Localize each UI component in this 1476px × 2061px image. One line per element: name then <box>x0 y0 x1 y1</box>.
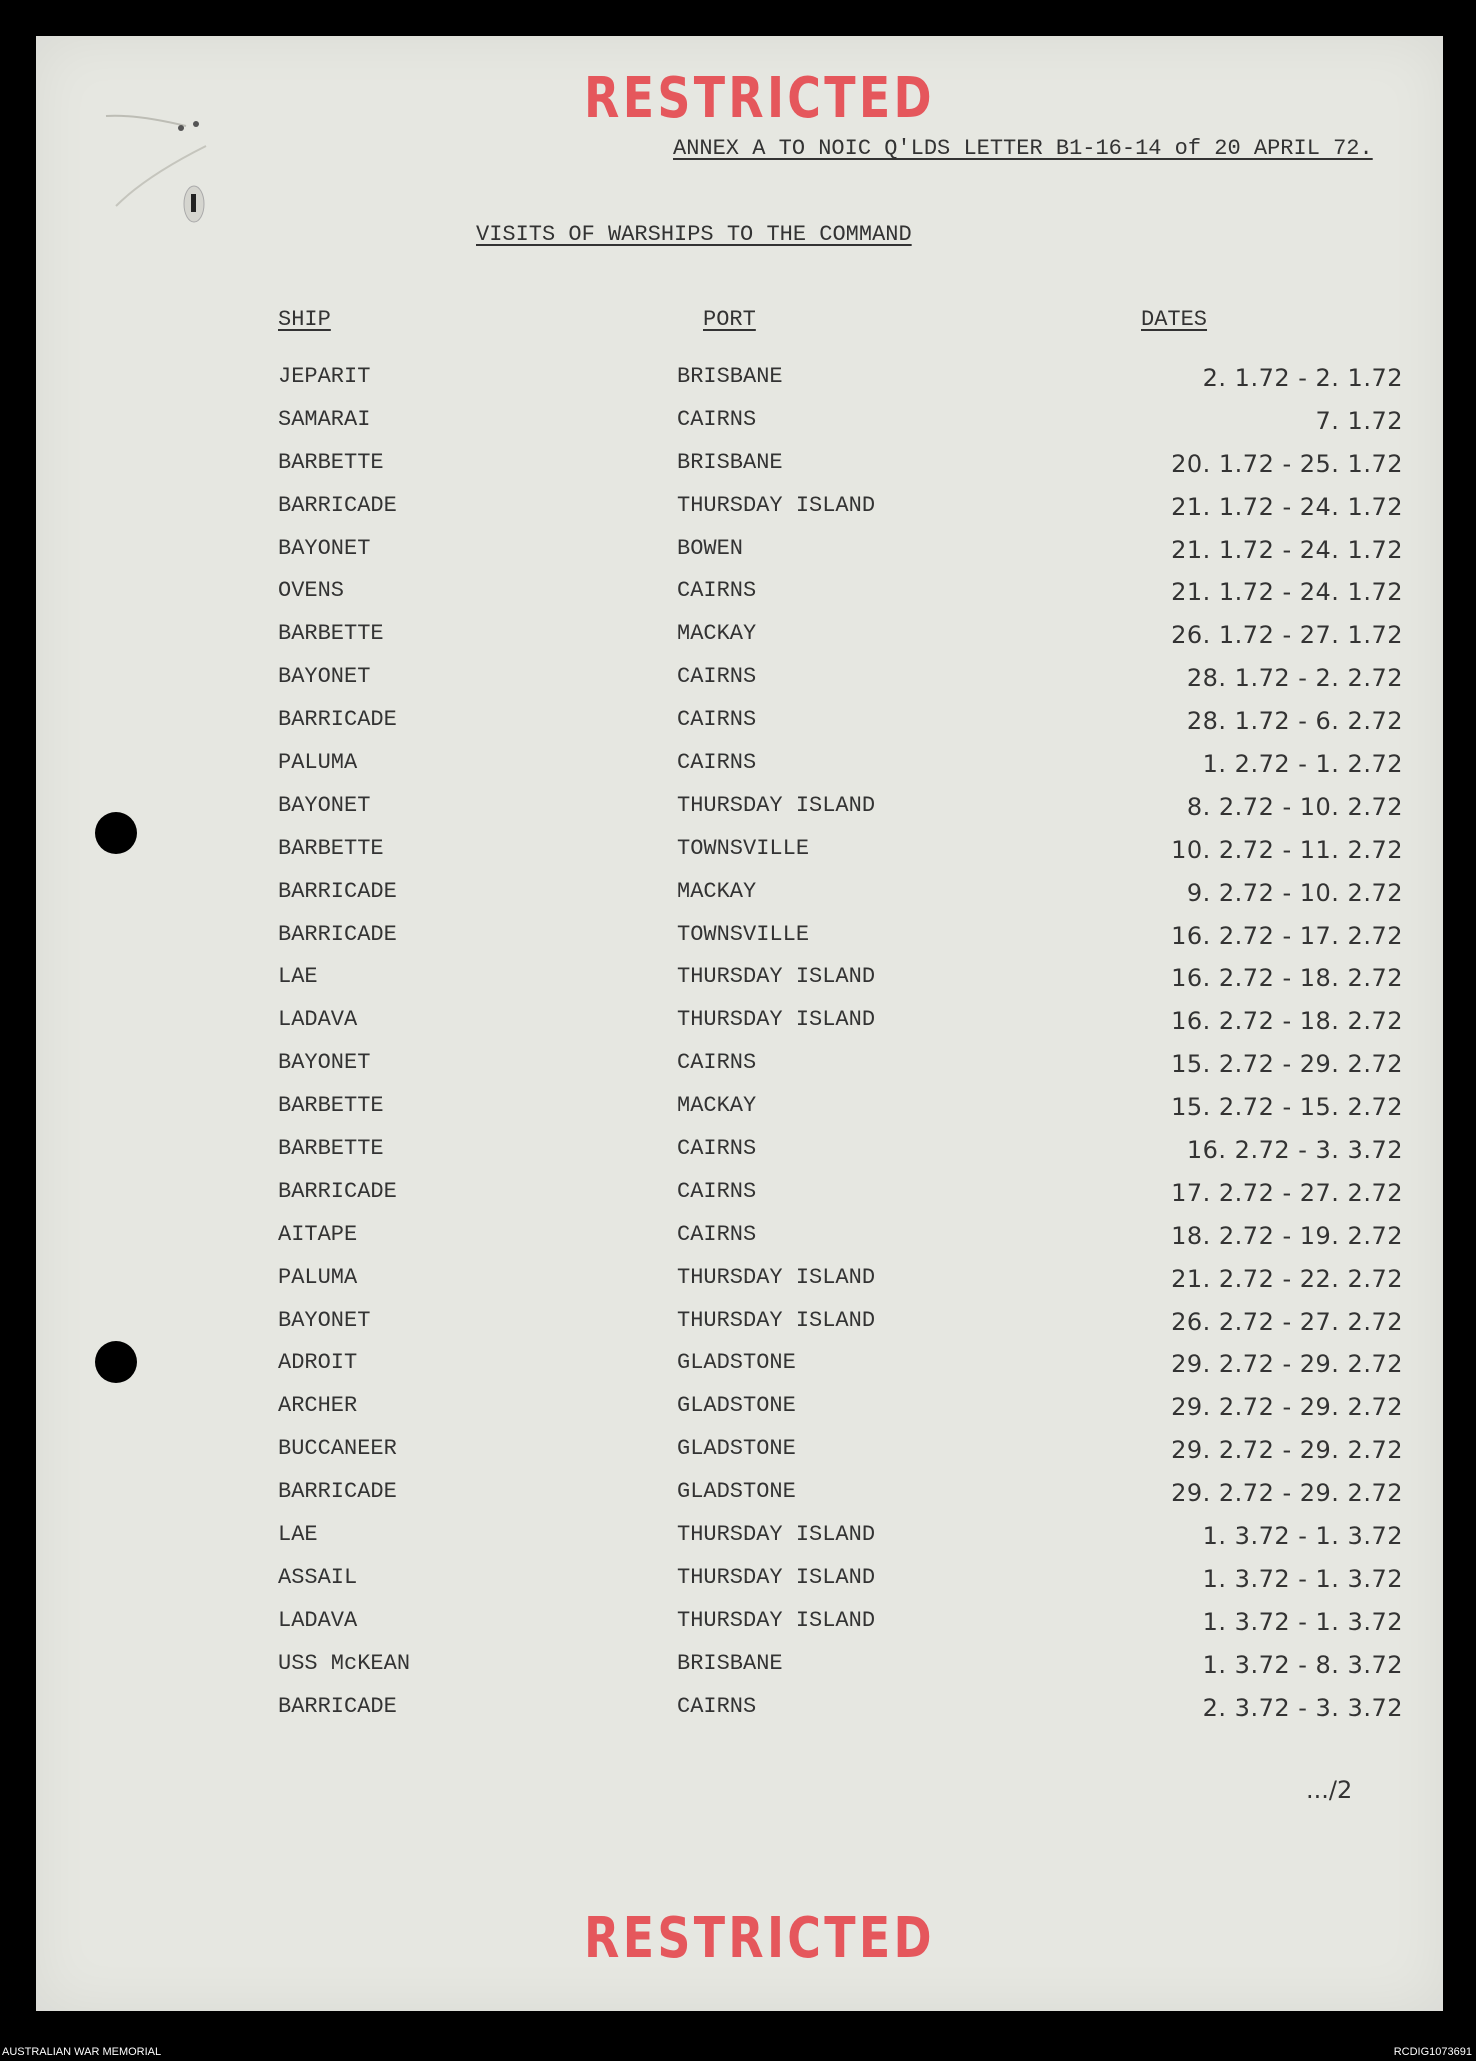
visit-dates: 20. 1.72 - 25. 1.72 <box>1171 449 1403 478</box>
visit-dates: 26. 2.72 - 27. 2.72 <box>1171 1307 1403 1336</box>
document-page <box>36 36 1443 2011</box>
ship-name: BARBETTE <box>278 1136 384 1162</box>
ship-name: OVENS <box>278 578 345 604</box>
visit-dates: 29. 2.72 - 29. 2.72 <box>1171 1393 1403 1422</box>
ship-name: JEPARIT <box>278 364 371 389</box>
visit-dates: 21. 1.72 - 24. 1.72 <box>1171 578 1403 607</box>
port-name: THURSDAY ISLAND <box>677 1007 876 1033</box>
visit-dates: 9. 2.72 - 10. 2.72 <box>1186 878 1403 907</box>
visit-dates: 28. 1.72 - 2. 2.72 <box>1186 664 1403 693</box>
ship-name: BAYONET <box>278 1050 371 1076</box>
page-continuation: .../2 <box>1306 1776 1353 1804</box>
port-name: GLADSTONE <box>677 1436 796 1462</box>
punch-hole <box>95 1341 137 1383</box>
ship-name: PALUMA <box>278 750 358 776</box>
table-row <box>36 621 1443 664</box>
visit-dates: 15. 2.72 - 29. 2.72 <box>1171 1050 1403 1079</box>
port-name: CAIRNS <box>677 1221 757 1247</box>
visit-dates: 18. 2.72 - 19. 2.72 <box>1171 1221 1403 1250</box>
ship-name: BAYONET <box>278 792 371 818</box>
ship-name: ARCHER <box>278 1393 358 1419</box>
ship-name: BARRICADE <box>278 921 397 947</box>
ship-name: PALUMA <box>278 1264 358 1290</box>
table-row <box>36 1565 1443 1608</box>
port-name: CAIRNS <box>677 578 757 604</box>
table-row <box>36 450 1443 493</box>
port-name: CAIRNS <box>677 664 757 690</box>
visit-dates: 21. 1.72 - 24. 1.72 <box>1171 492 1403 521</box>
visit-dates: 7. 1.72 <box>1315 406 1403 435</box>
port-name: TOWNSVILLE <box>677 835 810 861</box>
ship-name: BARRICADE <box>278 878 397 904</box>
visits-table <box>36 364 1443 1737</box>
table-row <box>36 1522 1443 1565</box>
visit-dates: 16. 2.72 - 3. 3.72 <box>1186 1136 1403 1165</box>
ship-name: BUCCANEER <box>278 1436 397 1462</box>
table-row <box>36 1350 1443 1393</box>
port-name: TOWNSVILLE <box>677 921 810 947</box>
port-name: THURSDAY ISLAND <box>677 492 876 518</box>
port-name: CAIRNS <box>677 1693 757 1719</box>
table-row <box>36 1265 1443 1308</box>
visit-dates: 29. 2.72 - 29. 2.72 <box>1171 1350 1403 1379</box>
table-row <box>36 1651 1443 1694</box>
ship-name: BARRICADE <box>278 707 397 733</box>
restricted-stamp-top: RESTRICTED <box>584 66 935 131</box>
footer-source: AUSTRALIAN WAR MEMORIAL <box>2 2046 162 2058</box>
ship-name: SAMARAI <box>278 406 371 432</box>
port-name: CAIRNS <box>677 1136 757 1162</box>
port-name: CAIRNS <box>677 750 757 776</box>
table-row <box>36 664 1443 707</box>
ship-name: BAYONET <box>278 535 371 561</box>
visit-dates: 1. 3.72 - 1. 3.72 <box>1202 1564 1403 1593</box>
port-name: GLADSTONE <box>677 1350 796 1376</box>
visit-dates: 1. 2.72 - 1. 2.72 <box>1202 750 1403 779</box>
table-row <box>36 364 1443 407</box>
ship-name: BARRICADE <box>278 1178 397 1204</box>
visit-dates: 2. 1.72 - 2. 1.72 <box>1202 364 1403 392</box>
visit-dates: 28. 1.72 - 6. 2.72 <box>1186 707 1403 736</box>
visit-dates: 16. 2.72 - 18. 2.72 <box>1171 1007 1403 1036</box>
table-row <box>36 578 1443 621</box>
table-row <box>36 793 1443 836</box>
visit-dates: 16. 2.72 - 18. 2.72 <box>1171 964 1403 993</box>
ship-name: AITAPE <box>278 1221 358 1247</box>
port-name: THURSDAY ISLAND <box>677 1307 876 1333</box>
column-header-ship: SHIP <box>278 307 331 332</box>
table-row <box>36 1308 1443 1351</box>
ship-name: USS McKEAN <box>278 1650 411 1676</box>
ship-name: BAYONET <box>278 664 371 690</box>
visit-dates: 16. 2.72 - 17. 2.72 <box>1171 921 1403 950</box>
ship-name: LAE <box>278 964 318 990</box>
visit-dates: 1. 3.72 - 1. 3.72 <box>1202 1607 1403 1636</box>
port-name: CAIRNS <box>677 1178 757 1204</box>
visit-dates: 15. 2.72 - 15. 2.72 <box>1171 1093 1403 1122</box>
footer-id: RCDIG1073691 <box>1393 2046 1472 2058</box>
port-name: CAIRNS <box>677 707 757 733</box>
port-name: CAIRNS <box>677 406 757 432</box>
port-name: CAIRNS <box>677 1050 757 1076</box>
port-name: BRISBANE <box>677 1650 783 1676</box>
visit-dates: 21. 2.72 - 22. 2.72 <box>1171 1264 1403 1293</box>
table-row <box>36 879 1443 922</box>
table-row <box>36 1608 1443 1651</box>
table-row <box>36 1694 1443 1737</box>
port-name: GLADSTONE <box>677 1393 796 1419</box>
table-row <box>36 1222 1443 1265</box>
ship-name: LADAVA <box>278 1007 358 1033</box>
table-row <box>36 1179 1443 1222</box>
ship-name: BAYONET <box>278 1307 371 1333</box>
port-name: MACKAY <box>677 878 757 904</box>
table-row <box>36 1436 1443 1479</box>
table-row <box>36 1136 1443 1179</box>
punch-hole <box>95 812 137 854</box>
table-row <box>36 1393 1443 1436</box>
port-name: BRISBANE <box>677 364 783 389</box>
column-header-dates: DATES <box>1141 307 1208 332</box>
ship-name: ADROIT <box>278 1350 358 1376</box>
visit-dates: 8. 2.72 - 10. 2.72 <box>1186 792 1403 821</box>
port-name: GLADSTONE <box>677 1479 796 1505</box>
table-row <box>36 1050 1443 1093</box>
visit-dates: 29. 2.72 - 29. 2.72 <box>1171 1436 1403 1465</box>
document-title: VISITS OF WARSHIPS TO THE COMMAND <box>476 222 912 247</box>
table-row <box>36 707 1443 750</box>
port-name: BRISBANE <box>677 449 783 475</box>
table-row <box>36 1479 1443 1522</box>
ship-name: BARRICADE <box>278 1479 397 1505</box>
visit-dates: 26. 1.72 - 27. 1.72 <box>1171 621 1403 650</box>
table-row <box>36 493 1443 536</box>
table-row <box>36 1007 1443 1050</box>
table-row <box>36 536 1443 579</box>
port-name: THURSDAY ISLAND <box>677 1564 876 1590</box>
table-row <box>36 750 1443 793</box>
port-name: THURSDAY ISLAND <box>677 1522 876 1548</box>
port-name: BOWEN <box>677 535 744 561</box>
visit-dates: 17. 2.72 - 27. 2.72 <box>1171 1178 1403 1207</box>
ship-name: LAE <box>278 1522 318 1548</box>
visit-dates: 10. 2.72 - 11. 2.72 <box>1171 835 1403 864</box>
port-name: MACKAY <box>677 621 757 647</box>
table-row <box>36 407 1443 450</box>
table-row <box>36 922 1443 965</box>
ship-name: BARBETTE <box>278 621 384 647</box>
ship-name: BARRICADE <box>278 1693 397 1719</box>
port-name: MACKAY <box>677 1093 757 1119</box>
visit-dates: 2. 3.72 - 3. 3.72 <box>1202 1693 1403 1722</box>
visit-dates: 1. 3.72 - 1. 3.72 <box>1202 1522 1403 1551</box>
ship-name: LADAVA <box>278 1607 358 1633</box>
table-row <box>36 836 1443 879</box>
ship-name: ASSAIL <box>278 1564 358 1590</box>
table-row <box>36 1093 1443 1136</box>
ship-name: BARRICADE <box>278 492 397 518</box>
visit-dates: 1. 3.72 - 8. 3.72 <box>1202 1650 1403 1679</box>
port-name: THURSDAY ISLAND <box>677 792 876 818</box>
visit-dates: 29. 2.72 - 29. 2.72 <box>1171 1479 1403 1508</box>
port-name: THURSDAY ISLAND <box>677 1264 876 1290</box>
visit-dates: 21. 1.72 - 24. 1.72 <box>1171 535 1403 564</box>
restricted-stamp-bottom: RESTRICTED <box>584 1906 935 1971</box>
column-header-port: PORT <box>703 307 756 332</box>
ship-name: BARBETTE <box>278 1093 384 1119</box>
port-name: THURSDAY ISLAND <box>677 964 876 990</box>
table-row <box>36 964 1443 1007</box>
ship-name: BARBETTE <box>278 835 384 861</box>
ship-name: BARBETTE <box>278 449 384 475</box>
annex-reference: ANNEX A TO NOIC Q'LDS LETTER B1-16-14 of 20 APRIL 72. <box>673 136 1373 161</box>
port-name: THURSDAY ISLAND <box>677 1607 876 1633</box>
